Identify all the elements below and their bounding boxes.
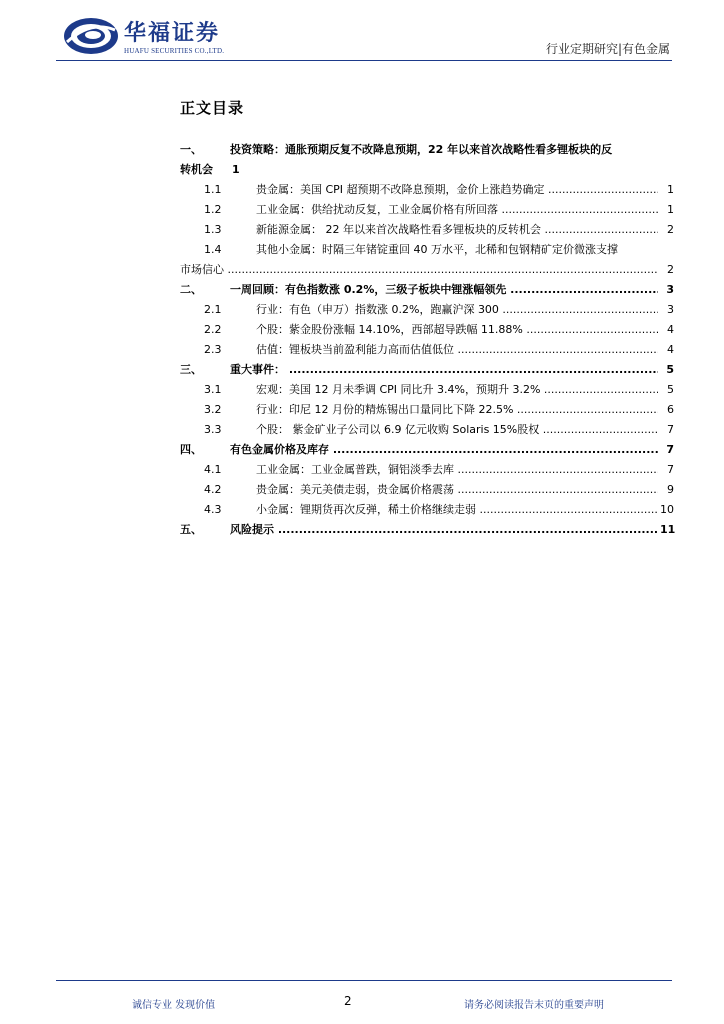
toc-page: 10 xyxy=(660,503,674,516)
toc-number: 2.3 xyxy=(204,343,222,356)
footer-slogan: 诚信专业 发现价值 xyxy=(132,1000,216,1011)
toc-page: 2 xyxy=(667,263,674,276)
toc-entry-1-cont[interactable] xyxy=(180,160,674,180)
toc-number: 1.4 xyxy=(204,243,222,256)
toc-text: 贵金属：美国 CPI 超预期不改降息预期，金价上涨趋势确定 ..... xyxy=(256,180,658,200)
toc-page: 9 xyxy=(667,483,674,496)
toc-text: 行业：有色（申万）指数涨 0.2%，跑赢沪深 300 ..... xyxy=(256,300,658,320)
toc-entry-4[interactable] xyxy=(180,440,674,460)
toc-entry-3[interactable] xyxy=(180,360,674,380)
logo-chinese-name: 华福证券 xyxy=(124,21,221,46)
toc-page: 1 xyxy=(667,203,674,216)
toc-number: 三、 xyxy=(180,363,202,376)
toc-number: 1.3 xyxy=(204,223,222,236)
table-of-contents xyxy=(180,140,674,540)
toc-number: 3.1 xyxy=(204,383,222,396)
toc-entry-4-2[interactable] xyxy=(180,480,674,500)
toc-number: 4.1 xyxy=(204,463,222,476)
toc-page: 2 xyxy=(667,223,674,236)
footer-divider xyxy=(56,980,672,981)
toc-text: 一周回顾：有色指数涨 0.2%，三级子板块中锂涨幅领先 ..... xyxy=(230,280,658,300)
toc-page: 3 xyxy=(667,303,674,316)
toc-text: 转机会 xyxy=(180,163,213,176)
footer-disclaimer: 请务必阅读报告末页的重要声明 xyxy=(464,1000,604,1011)
toc-text: 风险提示 ..... xyxy=(230,520,658,540)
toc-number: 四、 xyxy=(180,443,202,456)
toc-entry-2-2[interactable] xyxy=(180,320,674,340)
toc-number: 1.1 xyxy=(204,183,222,196)
toc-page: 5 xyxy=(667,383,674,396)
toc-text: 有色金属价格及库存 ..... xyxy=(230,440,658,460)
toc-page: 11 xyxy=(660,523,676,536)
toc-number: 五、 xyxy=(180,523,202,536)
toc-page: 1 xyxy=(667,183,674,196)
toc-entry-3-2[interactable] xyxy=(180,400,674,420)
toc-text: 工业金属：供给扰动反复，工业金属价格有所回落 ..... xyxy=(256,200,658,220)
toc-number: 二、 xyxy=(180,283,202,296)
toc-entry-5[interactable] xyxy=(180,520,674,540)
toc-number: 一、 xyxy=(180,143,202,156)
header-divider xyxy=(56,60,672,61)
toc-entry-1[interactable] xyxy=(180,140,674,160)
logo-english-name: HUAFU SECURITIES CO.,LTD. xyxy=(124,47,225,55)
toc-text: 宏观：美国 12 月未季调 CPI 同比升 3.4%，预期升 3.2% ..... xyxy=(256,380,658,400)
toc-text: 投资策略：通胀预期反复不改降息预期，22 年以来首次战略性看多锂板块的反 xyxy=(230,143,613,156)
toc-number: 2.1 xyxy=(204,303,222,316)
toc-text: 贵金属：美元美债走弱，贵金属价格震荡 ..... xyxy=(256,480,658,500)
toc-entry-1-4-cont[interactable] xyxy=(180,260,674,280)
toc-text: 估值：锂板块当前盈利能力高而估值低位 ..... xyxy=(256,340,658,360)
toc-text: 工业金属：工业金属普跌，铜铝淡季去库 ..... xyxy=(256,460,658,480)
toc-page: 1 xyxy=(232,163,240,176)
toc-entry-3-3[interactable] xyxy=(180,420,674,440)
toc-page: 7 xyxy=(667,463,674,476)
toc-number: 1.2 xyxy=(204,203,222,216)
toc-entry-4-1[interactable] xyxy=(180,460,674,480)
toc-number: 2.2 xyxy=(204,323,222,336)
page-number: 2 xyxy=(344,994,352,1008)
toc-text: 其他小金属：时隔三年锗锭重回 40 万水平，北稀和包钢精矿定价微涨支撑 xyxy=(256,243,618,256)
report-type: 行业定期研究|有色金属 xyxy=(545,42,670,56)
toc-text: 个股：紫金股份涨幅 14.10%，西部超导跌幅 11.88% ..... xyxy=(256,320,658,340)
toc-text: 行业：印尼 12 月份的精炼锡出口量同比下降 22.5% ..... xyxy=(256,400,658,420)
toc-entry-1-3[interactable] xyxy=(180,220,674,240)
toc-number: 3.2 xyxy=(204,403,222,416)
toc-entry-2[interactable] xyxy=(180,280,674,300)
toc-title: 正文目录 xyxy=(180,99,245,117)
toc-entry-2-3[interactable] xyxy=(180,340,674,360)
page-header xyxy=(0,0,724,64)
toc-page: 3 xyxy=(666,283,674,296)
toc-entry-1-2[interactable] xyxy=(180,200,674,220)
company-logo xyxy=(62,14,362,60)
huafu-logo-icon xyxy=(62,16,120,56)
toc-text: 重大事件： ..... xyxy=(230,360,658,380)
toc-page: 7 xyxy=(666,443,674,456)
toc-text: 小金属：锂期货再次反弹，稀土价格继续走弱 ..... xyxy=(256,500,658,520)
toc-page: 4 xyxy=(667,343,674,356)
toc-page: 5 xyxy=(666,363,674,376)
toc-text: 个股： 紫金矿业子公司以 6.9 亿元收购 Solaris 15%股权 ..... xyxy=(256,420,658,440)
toc-entry-4-3[interactable] xyxy=(180,500,674,520)
toc-entry-1-1[interactable] xyxy=(180,180,674,200)
toc-text: 新能源金属： 22 年以来首次战略性看多锂板块的反转机会 ..... xyxy=(256,220,658,240)
toc-entry-2-1[interactable] xyxy=(180,300,674,320)
toc-number: 3.3 xyxy=(204,423,222,436)
toc-entry-1-4[interactable] xyxy=(180,240,674,260)
toc-number: 4.2 xyxy=(204,483,222,496)
toc-text: 市场信心 ..... xyxy=(180,260,658,280)
toc-page: 6 xyxy=(667,403,674,416)
toc-number: 4.3 xyxy=(204,503,222,516)
toc-entry-3-1[interactable] xyxy=(180,380,674,400)
toc-page: 4 xyxy=(667,323,674,336)
toc-page: 7 xyxy=(667,423,674,436)
